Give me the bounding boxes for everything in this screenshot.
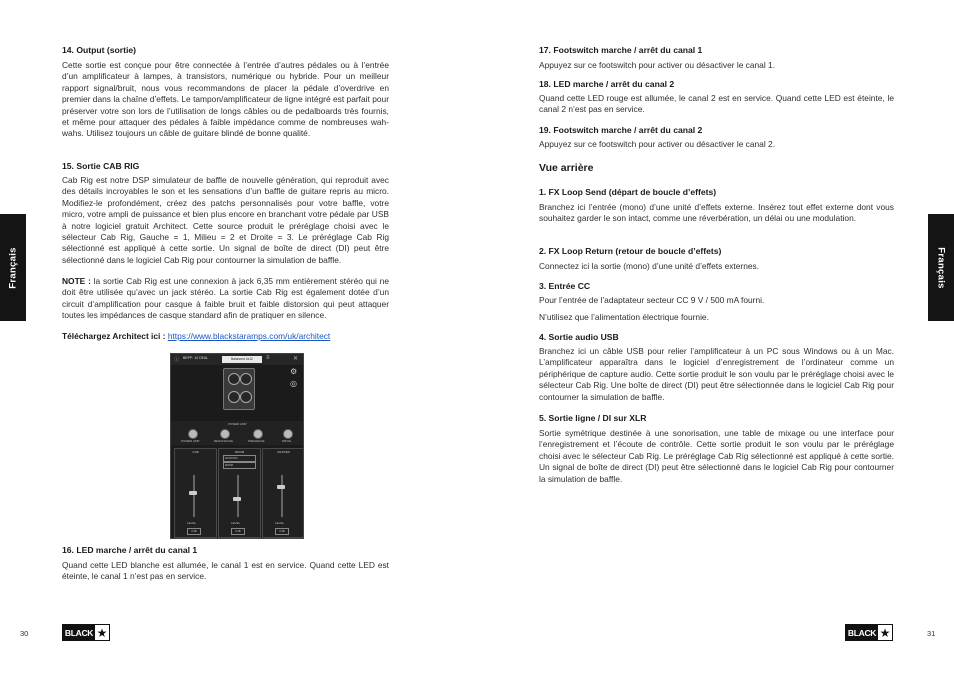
speaker-cone-icon [240,373,252,385]
star-icon: ★ [96,625,108,640]
page-number-left: 30 [20,629,29,638]
presence-knob [253,429,263,439]
rear-4-body: Branchez ici un câble USB pour relier l’amplificateur à un PC sous Windows ou à un Mac. L’amplificateur apparaîtra dans le logiciel d’enregistrement de l’ordinateur comme un périphérique de capture audio. Cette sortie produit le son voulu par le préréglage choisi avec le sélecteur Cab Rig. Une boîte de direct (DI) peut être sélectionnée dans le logiciel Cab Rig pour contourner la simulation de baffle. [539,346,894,402]
cab-level-box: 0 dB [187,528,201,535]
speaker-cabinet-image [223,368,255,410]
section-15-heading: 15. Sortie CAB RIG [62,161,140,171]
drive-knob-label: DRIVE [282,439,292,443]
room-panel-title: ROOM [234,450,245,454]
section-18-heading: 18. LED marche / arrêt du canal 2 [539,79,675,89]
section-16-body: Quand cette LED blanche est allumée, le canal 1 est en service. Quand cette LED est éteinte, le canal 1 n’est pas en service. [62,560,389,582]
speaker-cone-icon [228,391,240,403]
room-panel [218,448,261,538]
note-body: la sortie Cab Rig est une connexion à jack 6,35 mm entièrement stéréo qui ne doit être utilisée qu’avec un jack stéréo. La sortie Cab Rig est également dotée d’un circuit d’amplification pour casque à faible bruit et faible distorsion qui peut attaquer toutes les impédances de casque standard afin de pratiquer en silence. [62,276,389,321]
rear-5-heading: 5. Sortie ligne / DI sur XLR [539,413,647,423]
master-panel [262,448,304,538]
power-amp-knob-label: POWER AMP [181,439,200,443]
section-14-body: Cette sortie est conçue pour être connectée à l’entrée d’autres pédales ou à l’entrée d’un amplificateur à lampes, à transistors, numérique ou hybride. Pour un meilleur rapport signal/bruit, nous vous recommandons de placer la pédale d’overdrive en premier dans la chaîne d’effets. Le tampon/amplificateur de ligne intégré est parfait pour préserver votre son lors de l’utilisation de longs câbles ou de pedalboards très fournis, et même pour attaquer des pédales à faible impédance comme de nombreuses wah-wahs. Utilisez toujours un câble de guitare blindé de bonne qualité. [62,60,389,139]
cab-fader-cap [189,491,197,495]
presence-knob-label: PRESENCE [248,439,265,443]
room-select-1: ACOUSTIC [223,455,256,462]
cab-panel-title: CAB [192,450,199,454]
master-fader-cap [277,485,285,489]
section-17-body: Appuyez sur ce footswitch pour activer ou désactiver le canal 1. [539,60,776,70]
power-amp-title: POWER AMP [228,422,247,426]
note-label: NOTE : [62,276,91,286]
menu-icon: ≡ [266,355,270,361]
language-tab-right [928,214,954,321]
section-15-body: Cab Rig est notre DSP simulateur de baffle de nouvelle génération, qui reproduit avec des détails incroyables le son et les sensations d’un baffle de guitare repris au micro. Modifiez-le profondément, créez des patchs personnalisés pour votre baffle, votre micro, votre ampli de puissance et bien plus encore en branchant votre pédale par USB à notre logiciel gratuit Architect. Cette source produit le préréglage choisi avec le sélecteur Cab Rig, Gauche = 1, Milieu = 2 et Droite = 3. Le préréglage Cab Rig sélectionné est appliqué à cette sortie. Un signal de boîte de direct (DI) peut être sélectionné dans le logiciel Cab Rig pour contourner la simulation de baffle. [62,175,389,265]
master-fader-track [281,475,283,517]
room-select-2: ROOM [223,462,256,469]
resonance-knob [220,429,230,439]
note-paragraph [62,276,389,322]
rear-3-body-2: N’utilisez que l’alimentation électrique fournie. [539,312,709,322]
cab-fader-track [193,475,195,517]
rear-5-body: Sortie symétrique destinée à une sonorisation, une table de mixage ou une interface pour l’enregistrement et l’écoute de contrôle. Cette sortie produit le son voulu par le préréglage choisi avec le sélecteur Cab Rig. Le préréglage Cab Rig sélectionné est appliqué à cette sortie. Un signal de boîte de direct (DI) peut être sélectionné dans le logiciel Cab Rig pour contourner la simulation de baffle. [539,428,894,484]
architect-screenshot [170,353,304,539]
screenshot-preset-box: Balanced 4x12 [222,356,262,363]
speaker-cone-icon [240,391,252,403]
architect-download-link[interactable]: https://www.blackstaramps.com/uk/architect [167,331,331,341]
master-level-label: LEVEL [275,521,285,525]
rear-2-heading: 2. FX Loop Return (retour de boucle d’effets) [539,246,722,256]
master-panel-title: MASTER [277,450,290,454]
section-17-heading: 17. Footswitch marche / arrêt du canal 1 [539,45,703,55]
blackstar-logo-left [62,624,110,641]
rear-3-heading: 3. Entrée CC [539,281,591,291]
download-paragraph [62,331,389,342]
page-number-right: 31 [927,629,936,638]
master-level-box: 0 dB [275,528,289,535]
gear-icon: ⚙ [290,367,298,376]
language-tab-label: Français [7,246,19,289]
resonance-knob-label: RESONANCE [214,439,234,443]
cab-level-label: LEVEL [187,521,197,525]
download-label: Téléchargez Architect ici : [62,331,168,341]
language-tab-label: Français [935,246,947,289]
section-19-body: Appuyez sur ce footswitch pour activer ou désactiver le canal 2. [539,139,776,149]
rear-3-body: Pour l’entrée de l’adaptateur secteur CC 9 V / 500 mA fourni. [539,295,765,305]
star-icon: ★ [879,625,891,640]
room-level-label: LEVEL [231,521,241,525]
room-fader-cap [233,497,241,501]
blackstar-logo-right [845,624,893,641]
logo-text: BLACK [846,625,878,640]
logo-text: BLACK [63,625,95,640]
power-amp-section [171,421,303,445]
power-amp-knob [188,429,198,439]
section-19-heading: 19. Footswitch marche / arrêt du canal 2 [539,125,703,135]
help-icon: ⓘ [174,357,180,363]
cab-panel [174,448,217,538]
screenshot-preset-label: BEPP: 10 DEAL [183,356,209,360]
globe-icon: ◎ [290,379,297,388]
section-18-body: Quand cette LED rouge est allumée, le canal 2 est en service. Quand cette LED est éteinte, le canal 2 n’est pas en service. [539,93,894,115]
rear-1-heading: 1. FX Loop Send (départ de boucle d’effets) [539,187,717,197]
room-level-box: 0 dB [231,528,245,535]
close-icon: ✕ [293,356,299,362]
section-16-heading: 16. LED marche / arrêt du canal 1 [62,545,198,555]
section-14-heading: 14. Output (sortie) [62,45,137,55]
rear-2-body: Connectez ici la sortie (mono) d’une unité d’effets externes. [539,261,760,271]
rear-view-title: Vue arrière [539,162,594,174]
rear-1-body: Branchez ici l’entrée (mono) d’une unité d’effets externe. Insérez tout effet externe dont vous souhaitez garder le son intact, comme une réverbération, un délai ou une modulation. [539,202,894,224]
rear-4-heading: 4. Sortie audio USB [539,332,619,342]
room-fader-track [237,475,239,517]
drive-knob [283,429,293,439]
language-tab-left [0,214,26,321]
speaker-cone-icon [228,373,240,385]
